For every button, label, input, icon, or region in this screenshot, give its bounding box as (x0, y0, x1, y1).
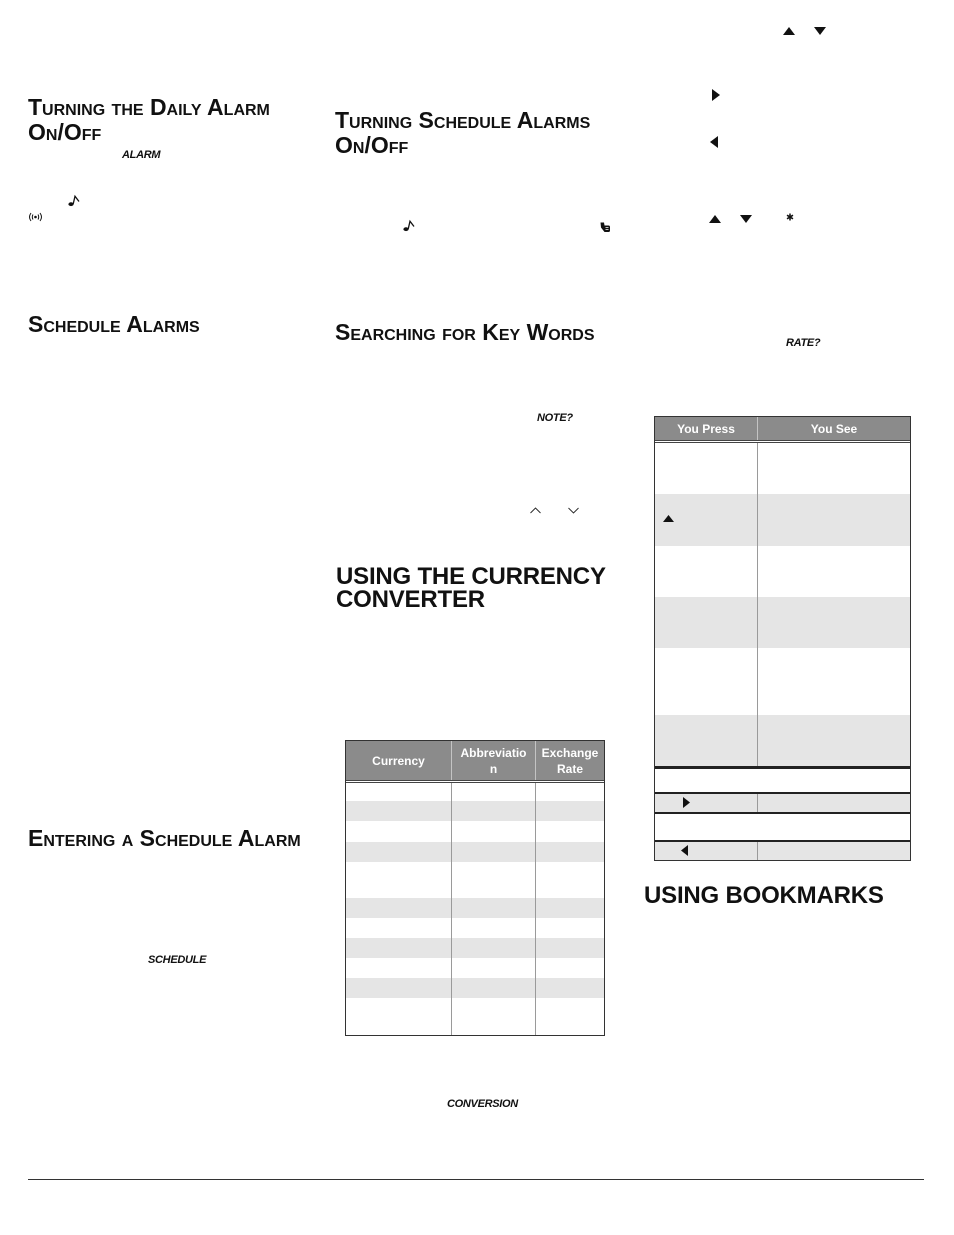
schedule-alarms-onoff-heading-line1: Turning Schedule Alarms (335, 107, 591, 133)
table-row (346, 898, 604, 918)
music-note-icon (403, 219, 415, 232)
table-row (655, 814, 910, 840)
table-row (655, 443, 910, 494)
table-row (655, 842, 910, 860)
caret-down-icon (568, 507, 579, 514)
daily-alarm-heading (28, 95, 270, 145)
down-arrow-icon (740, 215, 752, 223)
table-row (655, 494, 910, 546)
header-exchange-rate: Exchange Rate (541, 745, 599, 776)
key-press-table (654, 416, 911, 861)
table-row (346, 821, 604, 842)
footer-rule (28, 1179, 924, 1180)
bookmarks-heading: USING BOOKMARKS (644, 882, 884, 909)
left-arrow-icon (681, 845, 688, 856)
caret-up-icon (530, 507, 541, 514)
header-you-press: You Press (677, 421, 735, 436)
table-row (346, 998, 604, 1035)
schedule-alarms-heading: Schedule Alarms (28, 311, 200, 337)
currency-table-header (346, 741, 604, 780)
table-row (346, 918, 604, 938)
header-you-see: You See (810, 421, 858, 436)
left-arrow-icon (710, 136, 718, 148)
table-row (346, 958, 604, 978)
table-row (346, 801, 604, 821)
table-row (655, 546, 910, 597)
note-display-text: NOTE? (537, 412, 573, 424)
table-row (346, 842, 604, 862)
header-currency: Currency (372, 753, 425, 768)
key-press-table-header (655, 417, 910, 440)
alarm-signal-icon (27, 212, 44, 222)
currency-table (345, 740, 605, 1036)
conversion-display-text: CONVERSION (447, 1098, 518, 1110)
table-row (346, 978, 604, 998)
up-arrow-icon (663, 515, 674, 522)
currency-converter-heading (336, 565, 606, 611)
music-note-icon (68, 194, 80, 207)
table-row (346, 783, 604, 801)
right-arrow-icon (683, 797, 690, 808)
schedule-alarms-onoff-heading (335, 108, 590, 158)
table-row (655, 794, 910, 812)
table-row (655, 597, 910, 648)
table-row (655, 769, 910, 792)
entering-schedule-alarm-heading: Entering a Schedule Alarm (28, 825, 301, 851)
alarm-display-text: ALARM (122, 149, 161, 161)
table-row (346, 862, 604, 898)
daily-alarm-heading-line1: Turning the Daily Alarm (28, 94, 270, 120)
rate-display-text: RATE? (786, 337, 821, 349)
down-arrow-icon (814, 27, 826, 35)
up-arrow-icon (783, 27, 795, 35)
right-arrow-icon (712, 89, 720, 101)
table-row (346, 938, 604, 958)
currency-converter-heading-line2: CONVERTER (336, 586, 485, 613)
daily-alarm-heading-line2: On/Off (28, 119, 102, 145)
currency-converter-heading-line1: USING THE CURRENCY (336, 563, 606, 590)
header-abbreviation: Abbreviation (460, 745, 527, 776)
schedule-display-text: SCHEDULE (148, 954, 207, 966)
up-arrow-icon (709, 215, 721, 223)
table-row (655, 648, 910, 715)
schedule-alarms-onoff-heading-line2: On/Off (335, 132, 409, 158)
search-key-words-heading: Searching for Key Words (335, 319, 595, 345)
hand-pointer-icon (599, 221, 611, 233)
table-row (655, 715, 910, 766)
star-key-icon (786, 213, 794, 221)
